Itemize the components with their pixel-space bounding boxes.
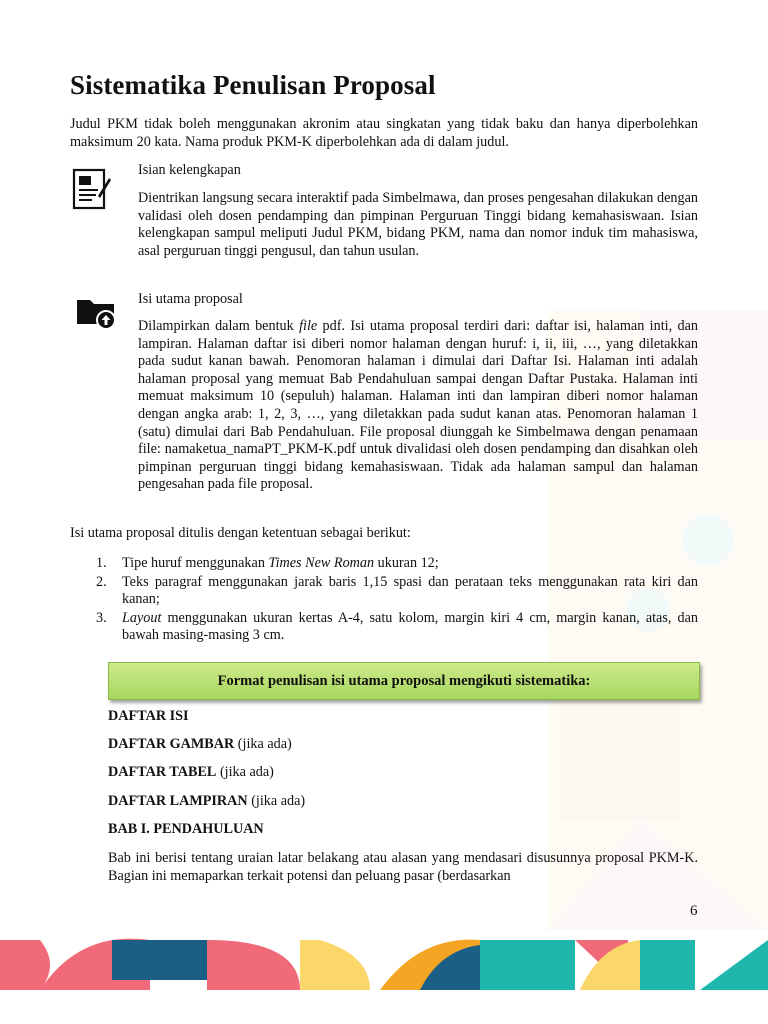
toc-item-daftar-gambar: DAFTAR GAMBAR (jika ada) bbox=[108, 736, 292, 752]
format-banner bbox=[108, 662, 700, 700]
list-item: 1. Tipe huruf menggunakan Times New Roman ukuran 12; bbox=[96, 555, 439, 571]
section-body-isi-utama: Dilampirkan dalam bentuk file pdf. Isi utama proposal terdiri dari: daftar isi, halaman inti, dan lampiran. Halaman daftar isi diberi nomor halaman dengan huruf: i, ii, iii, …, yang diletakkan pada sudut kanan bawah. Penomoran halaman i dimulai dari Daftar Isi. Halaman inti adalah halaman proposal yang memuat Bab Pendahuluan sampai dengan Daftar Pustaka. Halaman inti memuat maksimum 10 (sepuluh) halaman. Halaman inti dan lampiran diberi nomor halaman dengan angka arab: 1, 2, 3, …, yang diletakkan pada sudut kanan atas. Penomoran halaman 1 (satu) dimulai dari Bab Pendahuluan. File proposal diunggah ke Simbelmawa dengan penamaan file: namaketua_namaPT_PKM-K.pdf untuk divalidasi oleh dosen pendamping dan disahkan oleh pimpinan perguruan tinggi bidang kemahasiswaan. Tidak ada halaman sampul dan halaman pengesahan pada file proposal. bbox=[138, 318, 698, 493]
bab-i-paragraph: Bab ini berisi tentang uraian latar belakang atau alasan yang mendasari disusunnya proposal PKM-K. Bagian ini memaparkan terkait potensi dan peluang pasar (berdasarkan bbox=[108, 850, 698, 884]
list-item: 2. Teks paragraf menggunakan jarak baris 1,15 spasi dan perataan teks menggunakan rata kiri dan kanan; bbox=[96, 573, 698, 608]
section-title-isian-kelengkapan: Isian kelengkapan bbox=[138, 162, 241, 178]
rules-list bbox=[70, 555, 698, 646]
section-title-isi-utama: Isi utama proposal bbox=[138, 291, 243, 307]
toc-item-daftar-tabel: DAFTAR TABEL (jika ada) bbox=[108, 764, 274, 780]
page-number: 6 bbox=[690, 903, 698, 919]
intro-paragraph: Judul PKM tidak boleh menggunakan akronim atau singkatan yang tidak baku dan hanya diperbolehkan maksimum 20 kata. Nama produk PKM-K diperbolehkan ada di dalam judul. bbox=[70, 116, 698, 150]
folder-upload-icon bbox=[76, 296, 118, 330]
toc-item-daftar-isi: DAFTAR ISI bbox=[108, 708, 189, 724]
list-item: 3. Layout menggunakan ukuran kertas A-4, satu kolom, margin kiri 4 cm, margin kanan, atas, dan bawah masing-masing 3 cm. bbox=[96, 609, 698, 644]
toc-item-daftar-lampiran: DAFTAR LAMPIRAN (jika ada) bbox=[108, 793, 306, 809]
section-body-isian-kelengkapan: Dientrikan langsung secara interaktif pada Simbelmawa, dan proses pengesahan dilakukan dengan validasi oleh dosen pendamping dan pimpinan Perguruan Tinggi bidang kemahasiswaan. Isian kelengkapan sampul meliputi Judul PKM, bidang PKM, nama dan nomor induk tim mahasiswa, asal perguruan tinggi pengusul, dan tahun usulan. bbox=[138, 190, 698, 259]
toc-item-bab-i: BAB I. PENDAHULUAN bbox=[108, 821, 264, 837]
format-banner-text: Format penulisan isi utama proposal mengikuti sistematika: bbox=[217, 672, 591, 689]
rules-lead: Isi utama proposal ditulis dengan ketentuan sebagai berikut: bbox=[70, 525, 411, 541]
document-pen-icon bbox=[72, 168, 112, 212]
page-title: Sistematika Penulisan Proposal bbox=[70, 70, 436, 100]
